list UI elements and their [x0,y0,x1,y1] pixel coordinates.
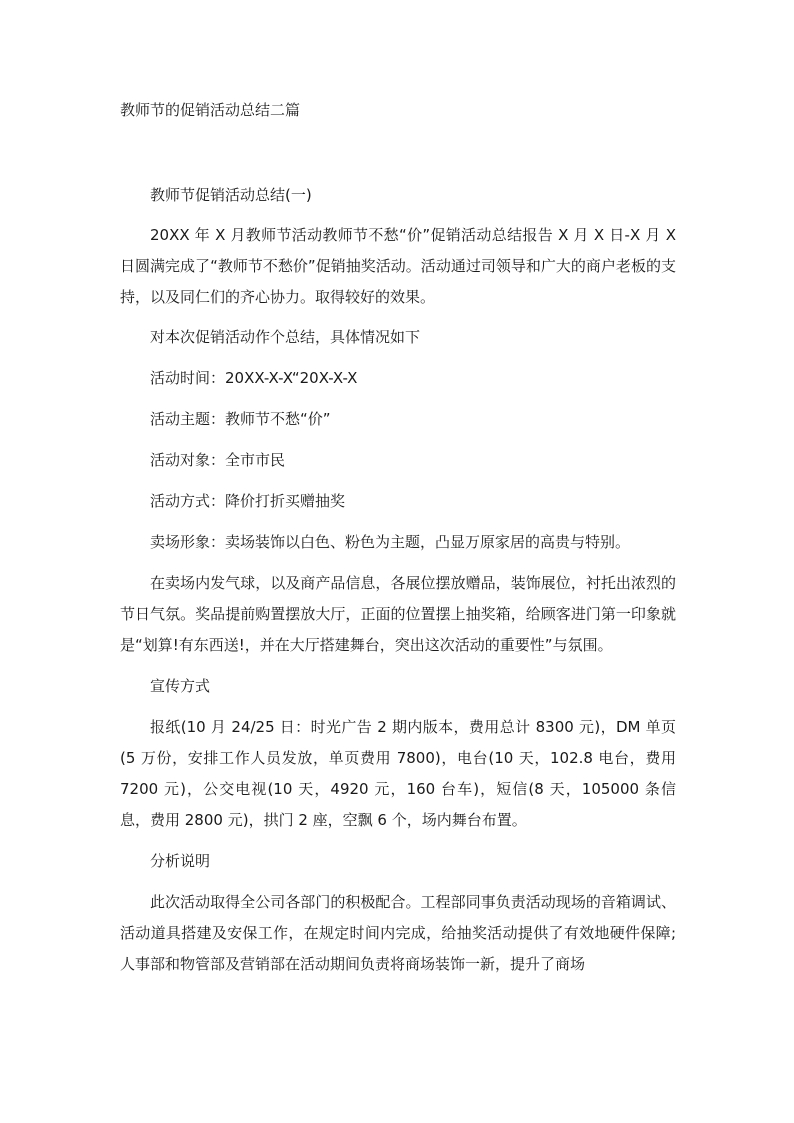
store-image: 卖场形象：卖场装饰以白色、粉色为主题，凸显万原家居的高贵与特别。 [150,533,631,551]
intro-paragraph: 20XX 年 X 月教师节活动教师节不愁“价”促销活动总结报告 X 月 X 日-X 月 X 日圆满完成了“教师节不愁价”促销抽奖活动。活动通过司领导和广大的商户老板的支持，以及同仁们的齐心协力。取得较好的效果。 [120,226,676,306]
analysis-heading: 分析说明 [150,852,211,870]
activity-time: 活动时间：20XX-X-X“20X-X-X [150,369,358,387]
activity-target: 活动对象：全市市民 [150,451,286,469]
analysis-detail-paragraph: 此次活动取得全公司各部门的积极配合。工程部同事负责活动现场的音箱调试、活动道具搭建及安保工作，在规定时间内完成，给抽奖活动提供了有效地硬件保障;人事部和物管部及营销部在活动期间负责将商场装饰一新，提升了商场 [120,893,676,973]
activity-method: 活动方式：降价打折买赠抽奖 [150,492,346,510]
promo-heading: 宣传方式 [150,677,211,695]
document-body [120,180,676,980]
document-title: 教师节的促销活动总结二篇 [120,101,301,119]
promo-detail-paragraph: 报纸(10 月 24/25 日：时光广告 2 期内版本，费用总计 8300 元)，DM 单页(5 万份，安排工作人员发放，单页费用 7800)，电台(10 天，102.8 电台，费用 7200 元)，公交电视(10 天，4920 元，160 台车)，短信(8 天，105000 条信息，费用 2800 元)，拱门 2 座，空飘 6 个，场内舞台布置。 [120,718,676,829]
activity-theme: 活动主题：教师节不愁“价” [150,410,331,428]
store-decoration-paragraph: 在卖场内发气球，以及商产品信息，各展位摆放赠品，装饰展位，衬托出浓烈的节日气氛。奖品提前购置摆放大厅，正面的位置摆上抽奖箱，给顾客进门第一印象就是“划算!有东西送!，并在大厅搭建舞台，突出这次活动的重要性”与氛围。 [120,574,676,654]
section-heading: 教师节促销活动总结(一) [150,186,312,204]
summary-intro: 对本次促销活动作个总结，具体情况如下 [150,328,421,346]
